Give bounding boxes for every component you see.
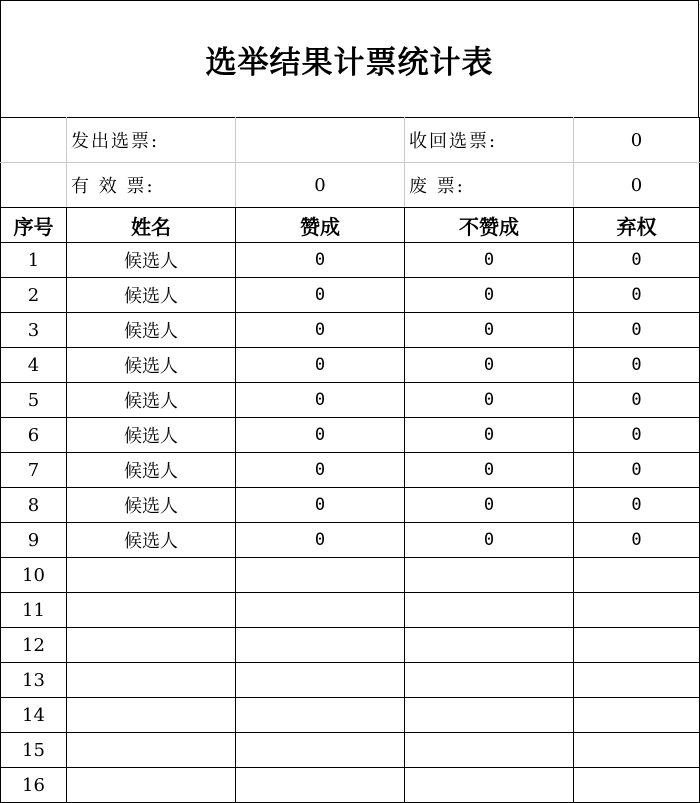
abstain-count-cell[interactable]: 0 [574, 453, 700, 488]
header-yes[interactable]: 赞成 [236, 208, 405, 243]
row-number-cell[interactable]: 1 [1, 243, 67, 278]
candidate-name-cell[interactable]: 候选人 [67, 313, 236, 348]
row-number-cell[interactable]: 13 [1, 663, 67, 698]
yes-count-cell[interactable]: 0 [236, 348, 405, 383]
yes-count-cell[interactable] [236, 593, 405, 628]
row-number-cell[interactable]: 9 [1, 523, 67, 558]
table-row [1, 733, 700, 768]
tally-table [0, 117, 700, 803]
no-count-cell[interactable]: 0 [405, 488, 574, 523]
summary-row-issued [1, 118, 700, 163]
abstain-count-cell[interactable]: 0 [574, 278, 700, 313]
candidate-name-cell[interactable]: 候选人 [67, 348, 236, 383]
row-number-cell[interactable]: 12 [1, 628, 67, 663]
issued-label[interactable]: 发出选票: [67, 118, 236, 163]
row-number-cell[interactable]: 11 [1, 593, 67, 628]
yes-count-cell[interactable] [236, 733, 405, 768]
row-number-cell[interactable]: 15 [1, 733, 67, 768]
header-name[interactable]: 姓名 [67, 208, 236, 243]
valid-label[interactable]: 有 效 票: [67, 163, 236, 208]
yes-count-cell[interactable]: 0 [236, 453, 405, 488]
summary-row-valid [1, 163, 700, 208]
table-row [1, 243, 700, 278]
candidate-name-cell[interactable]: 候选人 [67, 488, 236, 523]
header-abstain[interactable]: 弃权 [574, 208, 700, 243]
header-no[interactable]: 序号 [1, 208, 67, 243]
abstain-count-cell[interactable] [574, 698, 700, 733]
abstain-count-cell[interactable]: 0 [574, 418, 700, 453]
yes-count-cell[interactable]: 0 [236, 383, 405, 418]
row-number-cell[interactable]: 2 [1, 278, 67, 313]
yes-count-cell[interactable]: 0 [236, 523, 405, 558]
row-number-cell[interactable]: 14 [1, 698, 67, 733]
no-count-cell[interactable] [405, 593, 574, 628]
no-count-cell[interactable] [405, 733, 574, 768]
yes-count-cell[interactable] [236, 558, 405, 593]
no-count-cell[interactable]: 0 [405, 348, 574, 383]
invalid-label[interactable]: 废 票: [405, 163, 574, 208]
row-number-cell[interactable]: 10 [1, 558, 67, 593]
abstain-count-cell[interactable]: 0 [574, 488, 700, 523]
no-count-cell[interactable] [405, 768, 574, 803]
yes-count-cell[interactable]: 0 [236, 243, 405, 278]
candidate-name-cell[interactable] [67, 558, 236, 593]
no-count-cell[interactable] [405, 628, 574, 663]
row-number-cell[interactable]: 3 [1, 313, 67, 348]
row-number-cell[interactable]: 16 [1, 768, 67, 803]
candidate-name-cell[interactable] [67, 628, 236, 663]
empty-cell[interactable] [1, 118, 67, 163]
candidate-name-cell[interactable]: 候选人 [67, 278, 236, 313]
yes-count-cell[interactable]: 0 [236, 313, 405, 348]
issued-value-cell[interactable] [236, 118, 405, 163]
yes-count-cell[interactable] [236, 663, 405, 698]
candidate-name-cell[interactable] [67, 733, 236, 768]
table-row [1, 768, 700, 803]
row-number-cell[interactable]: 8 [1, 488, 67, 523]
yes-count-cell[interactable]: 0 [236, 488, 405, 523]
candidate-name-cell[interactable] [67, 593, 236, 628]
yes-count-cell[interactable] [236, 698, 405, 733]
invalid-value-cell[interactable]: 0 [574, 163, 700, 208]
table-row [1, 558, 700, 593]
candidate-name-cell[interactable]: 候选人 [67, 453, 236, 488]
yes-count-cell[interactable] [236, 768, 405, 803]
abstain-count-cell[interactable] [574, 768, 700, 803]
yes-count-cell[interactable]: 0 [236, 418, 405, 453]
table-row [1, 698, 700, 733]
candidate-name-cell[interactable]: 候选人 [67, 243, 236, 278]
candidate-name-cell[interactable] [67, 768, 236, 803]
empty-cell[interactable] [1, 163, 67, 208]
table-row [1, 593, 700, 628]
table-row [1, 348, 700, 383]
yes-count-cell[interactable] [236, 628, 405, 663]
yes-count-cell[interactable]: 0 [236, 278, 405, 313]
table-row [1, 313, 700, 348]
no-count-cell[interactable]: 0 [405, 383, 574, 418]
abstain-count-cell[interactable] [574, 663, 700, 698]
abstain-count-cell[interactable]: 0 [574, 383, 700, 418]
abstain-count-cell[interactable] [574, 593, 700, 628]
candidate-name-cell[interactable] [67, 663, 236, 698]
no-count-cell[interactable] [405, 663, 574, 698]
no-count-cell[interactable] [405, 698, 574, 733]
no-count-cell[interactable]: 0 [405, 278, 574, 313]
returned-value-cell[interactable]: 0 [574, 118, 700, 163]
table-row [1, 418, 700, 453]
abstain-count-cell[interactable] [574, 733, 700, 768]
abstain-count-cell[interactable]: 0 [574, 523, 700, 558]
no-count-cell[interactable]: 0 [405, 418, 574, 453]
row-number-cell[interactable]: 6 [1, 418, 67, 453]
row-number-cell[interactable]: 7 [1, 453, 67, 488]
header-row [1, 208, 700, 243]
header-no-vote[interactable]: 不赞成 [405, 208, 574, 243]
table-row [1, 278, 700, 313]
table-row [1, 663, 700, 698]
row-number-cell[interactable]: 5 [1, 383, 67, 418]
no-count-cell[interactable] [405, 558, 574, 593]
no-count-cell[interactable]: 0 [405, 243, 574, 278]
table-row [1, 523, 700, 558]
candidate-name-cell[interactable]: 候选人 [67, 523, 236, 558]
abstain-count-cell[interactable] [574, 558, 700, 593]
candidate-name-cell[interactable]: 候选人 [67, 383, 236, 418]
table-row [1, 628, 700, 663]
no-count-cell[interactable]: 0 [405, 453, 574, 488]
abstain-count-cell[interactable]: 0 [574, 313, 700, 348]
valid-value-cell[interactable]: 0 [236, 163, 405, 208]
returned-label[interactable]: 收回选票: [405, 118, 574, 163]
table-row [1, 488, 700, 523]
no-count-cell[interactable]: 0 [405, 313, 574, 348]
table-row [1, 453, 700, 488]
no-count-cell[interactable]: 0 [405, 523, 574, 558]
abstain-count-cell[interactable]: 0 [574, 348, 700, 383]
sheet-title[interactable]: 选举结果计票统计表 [0, 0, 699, 117]
candidate-name-cell[interactable]: 候选人 [67, 418, 236, 453]
row-number-cell[interactable]: 4 [1, 348, 67, 383]
abstain-count-cell[interactable] [574, 628, 700, 663]
table-row [1, 383, 700, 418]
abstain-count-cell[interactable]: 0 [574, 243, 700, 278]
candidate-name-cell[interactable] [67, 698, 236, 733]
